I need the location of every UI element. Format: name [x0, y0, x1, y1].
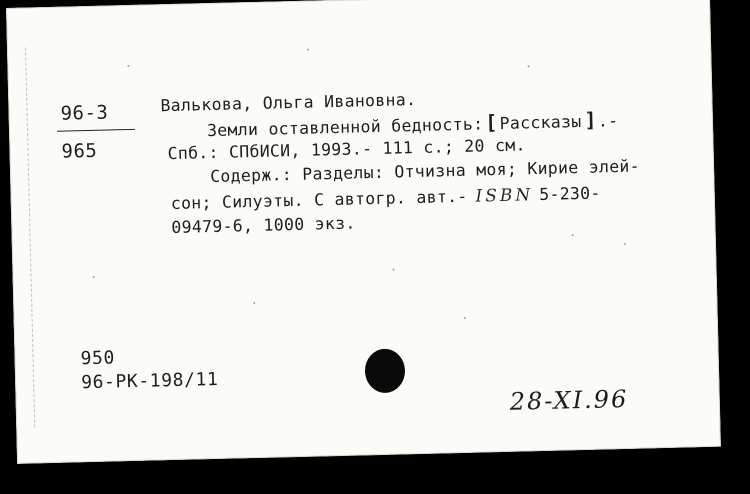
- scan-speck: [307, 49, 309, 51]
- scan-speck: [464, 317, 466, 319]
- entry-genre: Рассказы: [499, 111, 582, 133]
- scan-speck: [253, 302, 255, 304]
- entry-author: Валькова, Ольга Ивановна.: [160, 90, 417, 116]
- entry-author-line: [160, 90, 416, 115]
- isbn-number-start: 5-230-: [539, 183, 601, 205]
- classification-block: [56, 101, 136, 163]
- entry-contents: Содерж.: Разделы: Отчизна моя; Кирие элей-: [209, 156, 641, 187]
- scan-speck: [624, 243, 626, 245]
- scan-speck: [392, 269, 394, 271]
- entry-contents-line: [210, 157, 640, 186]
- close-bracket: ]: [584, 107, 598, 132]
- classification-divider: [57, 129, 135, 132]
- code-line-2: 96-РК-198/11: [80, 368, 219, 394]
- open-bracket: [: [484, 110, 498, 135]
- entry-contents-cont-line: [171, 184, 601, 214]
- scan-speck: [528, 65, 530, 67]
- isbn-number-end: 09479-6, 1000 экз.: [171, 213, 356, 238]
- card-rod-hole: [364, 348, 405, 393]
- scan-speck: [127, 65, 129, 67]
- scan-speck: [572, 234, 574, 236]
- card-edge-mark: [25, 48, 35, 428]
- scan-speck: [93, 276, 95, 278]
- entry-contents-cont: сон; Силуэты. С автогр. авт.-: [170, 186, 468, 214]
- entry-imprint: Спб.: СПбИСИ, 1993.- 111 с.; 20 см.: [167, 135, 526, 164]
- entry-isbn-line: [171, 214, 356, 237]
- entry-title-end: .-: [597, 111, 619, 131]
- classification-number: 96-3: [60, 101, 109, 125]
- author-mark: 965: [61, 139, 98, 163]
- isbn-label: ISBN: [475, 185, 534, 207]
- handwritten-date: 28-XI.96: [509, 384, 629, 416]
- catalog-card: [6, 0, 721, 464]
- code-line-1: 950: [80, 347, 116, 370]
- entry-title: Земли оставленной бедность:: [206, 114, 484, 141]
